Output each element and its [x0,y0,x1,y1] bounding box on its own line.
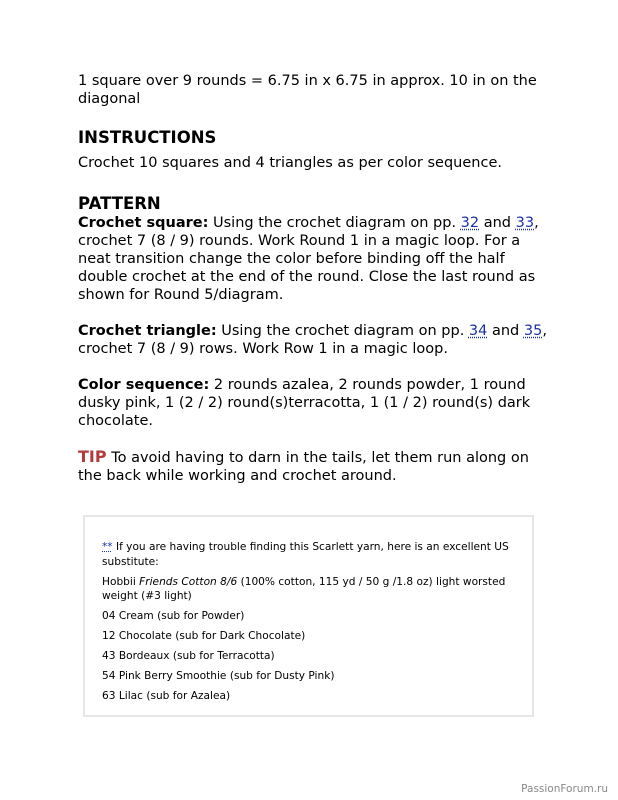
instructions-text: Crochet 10 squares and 4 triangles as per color sequence. [78,155,502,171]
page-ref-33-link[interactable]: 33 [515,215,535,231]
triangle-text-b: and [487,323,524,339]
watermark: PassionForum.ru [521,783,608,795]
color-sub-item: 04 Cream (sub for Powder) [102,610,245,622]
yarn-name: Friends Cotton 8/6 [139,575,238,588]
substitute-note-text: If you are having trouble finding this Scarlett yarn, here is an excellent US substitute: [102,541,509,568]
square-text-b: and [479,215,516,231]
color-sequence-paragraph [78,376,548,430]
yarn-prefix: Hobbii [102,575,140,588]
color-sub-item: 43 Bordeaux (sub for Terracotta) [102,650,275,662]
triangle-label: Crochet triangle: [78,323,217,339]
yarn-substitute-box [83,515,534,717]
page-ref-34-link[interactable]: 34 [468,323,488,339]
color-sequence-text: 2 rounds azalea, 2 rounds powder, 1 round dusky pink, 1 (2 / 2) round(s)terracotta, 1 (1 / 2) round(s) dark chocolate. [78,377,531,429]
substitute-note [102,540,522,569]
gauge-text: 1 square over 9 rounds = 6.75 in x 6.75 in approx. 10 in on the diagonal [78,73,537,107]
yarn-description [102,575,522,604]
triangle-paragraph [78,322,548,358]
square-paragraph [78,214,548,304]
triangle-text-c: , crochet 7 (8 / 9) rows. Work Row 1 in a magic loop. [78,323,547,357]
pattern-heading: PATTERN [78,194,161,213]
page-ref-35-link[interactable]: 35 [523,323,543,339]
color-sub-item: 63 Lilac (sub for Azalea) [102,690,231,702]
square-text-c: , crochet 7 (8 / 9) rounds. Work Round 1 in a magic loop. For a neat transition change the color before binding off the half double crochet at the end of the round. Close the last round as shown for Round 5/diagram. [78,215,539,303]
page-ref-32-link[interactable]: 32 [460,215,480,231]
square-text-a: Using the crochet diagram on pp. [208,215,461,231]
color-sequence-label: Color sequence: [78,377,210,393]
square-label: Crochet square: [78,215,209,231]
instructions-heading: INSTRUCTIONS [78,128,217,147]
footnote-star-link[interactable]: ** [102,541,113,553]
page-content [78,72,548,485]
triangle-text-a: Using the crochet diagram on pp. [216,323,469,339]
tip-paragraph [78,448,548,485]
color-sub-item: 12 Chocolate (sub for Dark Chocolate) [102,630,306,642]
yarn-details: (100% cotton, 115 yd / 50 g /1.8 oz) light worsted weight (#3 light) [102,575,506,602]
tip-label: TIP [78,447,107,466]
tip-text: To avoid having to darn in the tails, let them run along on the back while working and crochet around. [78,450,529,484]
color-sub-item: 54 Pink Berry Smoothie (sub for Dusty Pink) [102,670,335,682]
